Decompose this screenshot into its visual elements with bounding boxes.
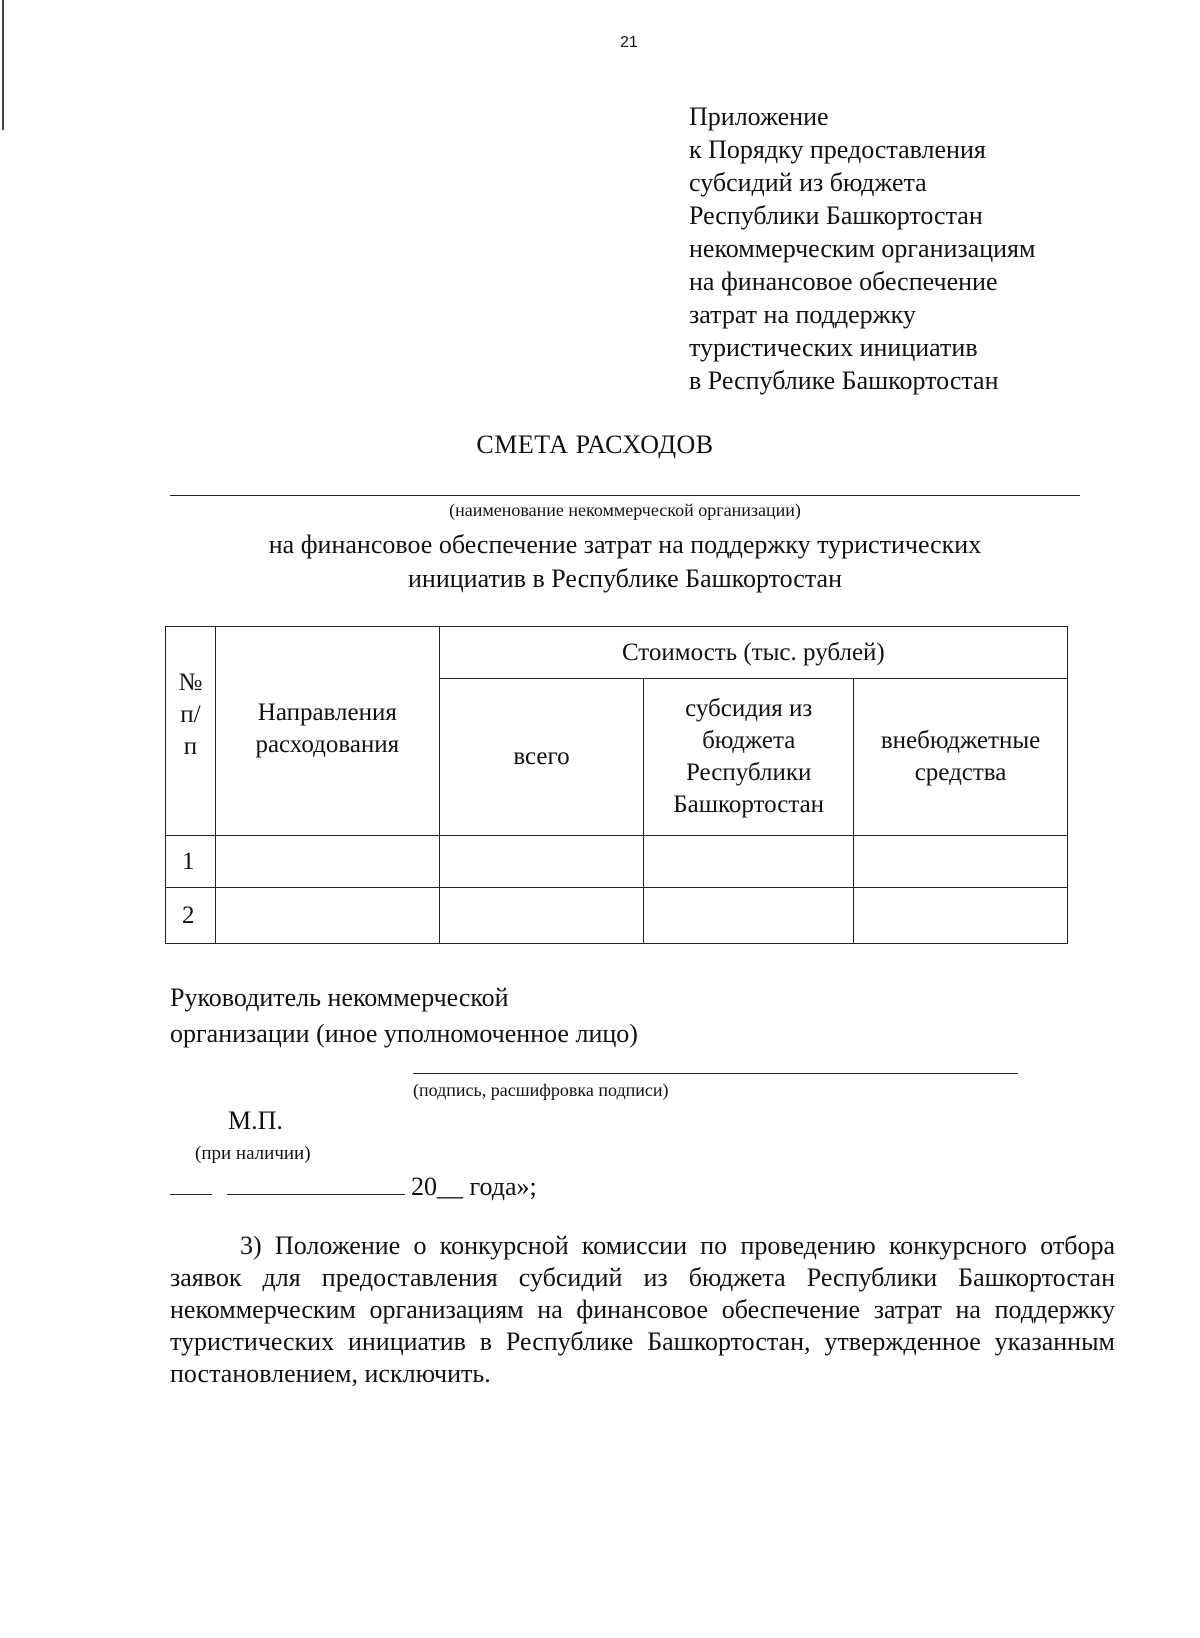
estimate-table <box>165 626 1068 944</box>
amendment-paragraph <box>170 1230 1115 1390</box>
appendix-line: некоммерческим организациям <box>689 234 1036 263</box>
cell-total <box>439 888 644 944</box>
cell-subsidy <box>644 835 854 887</box>
appendix-line: затрат на поддержку <box>689 300 916 329</box>
header-number: № п/ п <box>166 627 216 836</box>
cell-direction <box>215 835 439 887</box>
date-month-blank <box>227 1172 405 1195</box>
header-direction: Направления расходования <box>215 627 439 836</box>
table-row <box>166 888 1068 944</box>
scan-edge-mark <box>2 0 4 130</box>
org-name-caption: (наименование некоммерческой организации) <box>449 500 801 520</box>
signer-line: Руководитель некоммерческой <box>170 983 509 1012</box>
appendix-line: Приложение <box>689 102 829 131</box>
signer-label <box>170 980 638 1052</box>
row-number: 1 <box>166 835 216 887</box>
cell-extrabudget <box>854 888 1068 944</box>
appendix-line: туристических инициатив <box>689 333 978 362</box>
document-title: СМЕТА РАСХОДОВ <box>476 430 714 459</box>
header-cost-group: Стоимость (тыс. рублей) <box>439 627 1067 679</box>
date-year-text: 20__ года»; <box>411 1172 537 1201</box>
appendix-line: к Порядку предоставления <box>689 135 986 164</box>
appendix-line: субсидий из бюджета <box>689 168 927 197</box>
signer-line: организации (иное уполномоченное лицо) <box>170 1019 638 1048</box>
header-total: всего <box>439 679 644 835</box>
stamp-caption: (при наличии) <box>195 1143 311 1164</box>
table-row <box>166 835 1068 887</box>
appendix-note <box>689 100 1035 397</box>
date-line <box>170 1172 537 1202</box>
cell-extrabudget <box>854 835 1068 887</box>
date-day-blank <box>170 1172 212 1195</box>
paragraph-text: 3) Положение о конкурсной комиссии по проведению конкурсного отбора заявок для предоставления субсидий из бюджета Республики Башкортостан некоммерческим организациям на финансовое обеспечение затрат на поддержку туристических инициатив в Республике Башкортостан, утвержденное указанным постановлением, исключить. <box>170 1231 1115 1388</box>
row-number: 2 <box>166 888 216 944</box>
subtitle-line: инициатив в Республике Башкортостан <box>408 564 842 593</box>
table-header-row <box>166 627 1068 679</box>
header-extrabudget: внебюджетные средства <box>854 679 1068 835</box>
header-subsidy: субсидия из бюджета Республики Башкортостан <box>644 679 854 835</box>
stamp-label: М.П. <box>228 1106 283 1135</box>
page-number: 21 <box>620 34 638 51</box>
document-subtitle <box>170 528 1080 596</box>
signature-blank-line <box>413 1073 1018 1074</box>
cell-subsidy <box>644 888 854 944</box>
appendix-line: Республики Башкортостан <box>689 201 983 230</box>
subtitle-line: на финансовое обеспечение затрат на поддержку туристических <box>268 530 982 559</box>
appendix-line: в Республике Башкортостан <box>689 366 999 395</box>
signature-caption: (подпись, расшифровка подписи) <box>413 1080 669 1100</box>
org-name-blank-line <box>170 495 1080 496</box>
appendix-line: на финансовое обеспечение <box>689 267 998 296</box>
cell-direction <box>215 888 439 944</box>
cell-total <box>439 835 644 887</box>
